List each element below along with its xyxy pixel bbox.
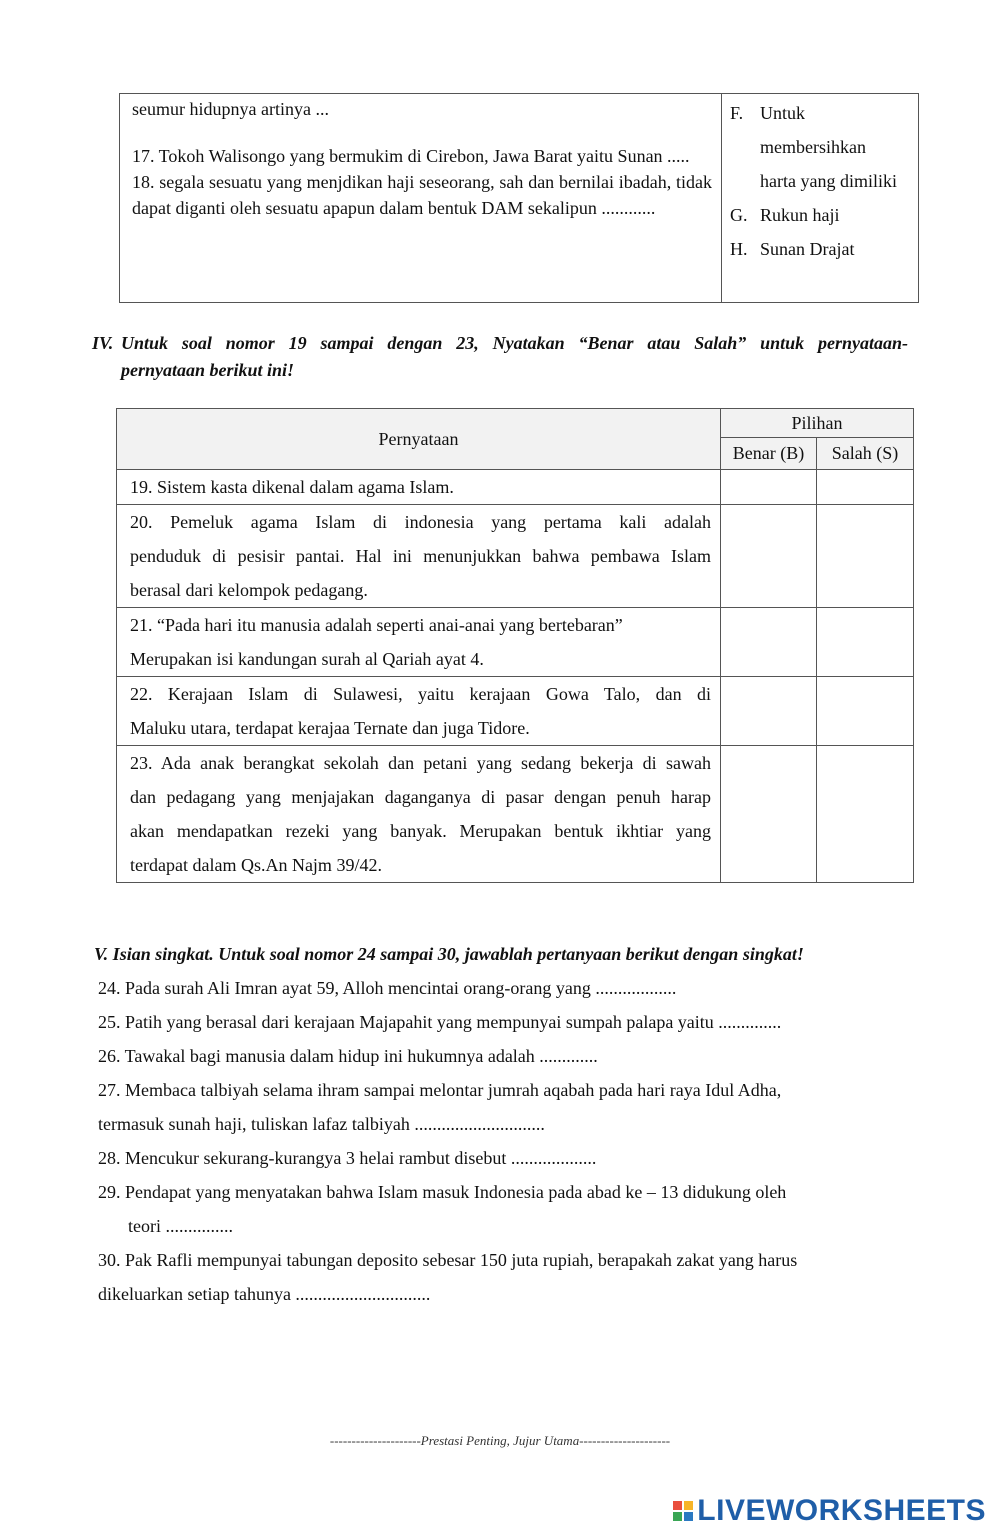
- statement-22: 22. Kerajaan Islam di Sulawesi, yaitu kerajaan Gowa Talo, dan di Maluku utara, terdapat kerajaa Ternate dan juga Tidore.: [117, 677, 721, 746]
- matching-options: [730, 96, 918, 266]
- answer-22-false[interactable]: [817, 677, 914, 746]
- statement-23: 23. Ada anak berangkat sekolah dan petani yang sedang bekerja di sawah dan pedagang yang menjajakan daganganya di pasar dengan penuh harap akan mendapatkan rezeki yang banyak. Merupakan bentuk ikhtiar yang terdapat dalam Qs.An Najm 39/42.: [117, 746, 721, 883]
- header-true: Benar (B): [721, 438, 817, 470]
- option-f: [730, 96, 918, 130]
- option-f-line-2: membersihkan: [760, 137, 866, 157]
- question-24: 24. Pada surah Ali Imran ayat 59, Alloh mencintai orang-orang yang ..................: [98, 978, 677, 998]
- question-26: 26. Tawakal bagi manusia dalam hidup ini hukumnya adalah .............: [98, 1046, 598, 1066]
- answer-20-false[interactable]: [817, 505, 914, 608]
- table-row: [117, 608, 914, 677]
- question-16-tail: seumur hidupnya artinya ...: [132, 99, 329, 119]
- section-4-line-1: Untuk soal nomor 19 sampai dengan 23, Nyatakan “Benar atau Salah” untuk pernyataan-: [121, 333, 908, 353]
- answer-23-true[interactable]: [721, 746, 817, 883]
- section-4-instructions: [92, 330, 908, 384]
- question-18: 18. segala sesuatu yang menjdikan haji seseorang, sah dan bernilai ibadah, tidak dapat diganti oleh sesuatu apapun dalam bentuk DAM sekalipun ............: [132, 172, 712, 218]
- option-h-text: Sunan Drajat: [760, 239, 855, 259]
- header-choice: Pilihan: [721, 409, 914, 438]
- question-27: 27. Membaca talbiyah selama ihram sampai melontar jumrah aqabah pada hari raya Idul Adha, termasuk sunah haji, tuliskan lafaz talbiyah .............................: [98, 1080, 782, 1134]
- footer-motto: ---------------------Prestasi Penting, Jujur Utama---------------------: [329, 1433, 671, 1448]
- option-g-text: Rukun haji: [760, 205, 840, 225]
- answer-19-true[interactable]: [721, 470, 817, 505]
- statement-20: 20. Pemeluk agama Islam di indonesia yang pertama kali adalah penduduk di pesisir pantai. Hal ini menunjukkan bahwa pembawa Islam berasal dari kelompok pedagang.: [117, 505, 721, 608]
- statement-19: 19. Sistem kasta dikenal dalam agama Islam.: [117, 470, 721, 505]
- section-4-line-2: pernyataan berikut ini!: [121, 360, 295, 380]
- liveworksheets-logo[interactable]: [673, 1494, 986, 1528]
- option-f-line-1: Untuk: [760, 103, 805, 123]
- table-row: [117, 746, 914, 883]
- logo-grid-icon: [673, 1501, 693, 1521]
- question-17: 17. Tokoh Walisongo yang bermukim di Cirebon, Jawa Barat yaitu Sunan .....: [132, 146, 690, 166]
- table-row: [117, 677, 914, 746]
- option-g: [730, 198, 918, 232]
- option-g-key: G.: [730, 205, 748, 225]
- answer-19-false[interactable]: [817, 470, 914, 505]
- question-29: 29. Pendapat yang menyatakan bahwa Islam masuk Indonesia pada abad ke – 13 didukung oleh teori ...............: [98, 1182, 787, 1236]
- header-false: Salah (S): [817, 438, 914, 470]
- matching-table: [119, 93, 919, 303]
- section-4-number: IV.: [92, 333, 114, 353]
- option-f-key: F.: [730, 103, 744, 123]
- question-28: 28. Mencukur sekurang-kurangya 3 helai rambut disebut ...................: [98, 1148, 597, 1168]
- answer-23-false[interactable]: [817, 746, 914, 883]
- matching-divider: [721, 94, 722, 302]
- option-f-line-3: harta yang dimiliki: [760, 171, 897, 191]
- question-30: 30. Pak Rafli mempunyai tabungan deposito sebesar 150 juta rupiah, berapakah zakat yang harus dikeluarkan setiap tahunya ..............................: [98, 1250, 798, 1304]
- option-h: [730, 232, 918, 266]
- logo-text: LIVEWORKSHEETS: [697, 1494, 986, 1527]
- matching-questions: [132, 96, 712, 221]
- statement-21: 21. “Pada hari itu manusia adalah seperti anai-anai yang bertebaran” Merupakan isi kandungan surah al Qariah ayat 4.: [117, 608, 721, 677]
- answer-21-false[interactable]: [817, 608, 914, 677]
- table-row: [117, 505, 914, 608]
- table-row: [117, 470, 914, 505]
- option-h-key: H.: [730, 239, 748, 259]
- answer-20-true[interactable]: [721, 505, 817, 608]
- question-25: 25. Patih yang berasal dari kerajaan Majapahit yang mempunyai sumpah palapa yaitu ..............: [98, 1012, 782, 1032]
- answer-21-true[interactable]: [721, 608, 817, 677]
- true-false-table: [116, 408, 914, 883]
- section-5-instructions: V. Isian singkat. Untuk soal nomor 24 sampai 30, jawablah pertanyaan berikut dengan singkat!: [94, 944, 804, 964]
- header-statement: Pernyataan: [117, 409, 721, 470]
- answer-22-true[interactable]: [721, 677, 817, 746]
